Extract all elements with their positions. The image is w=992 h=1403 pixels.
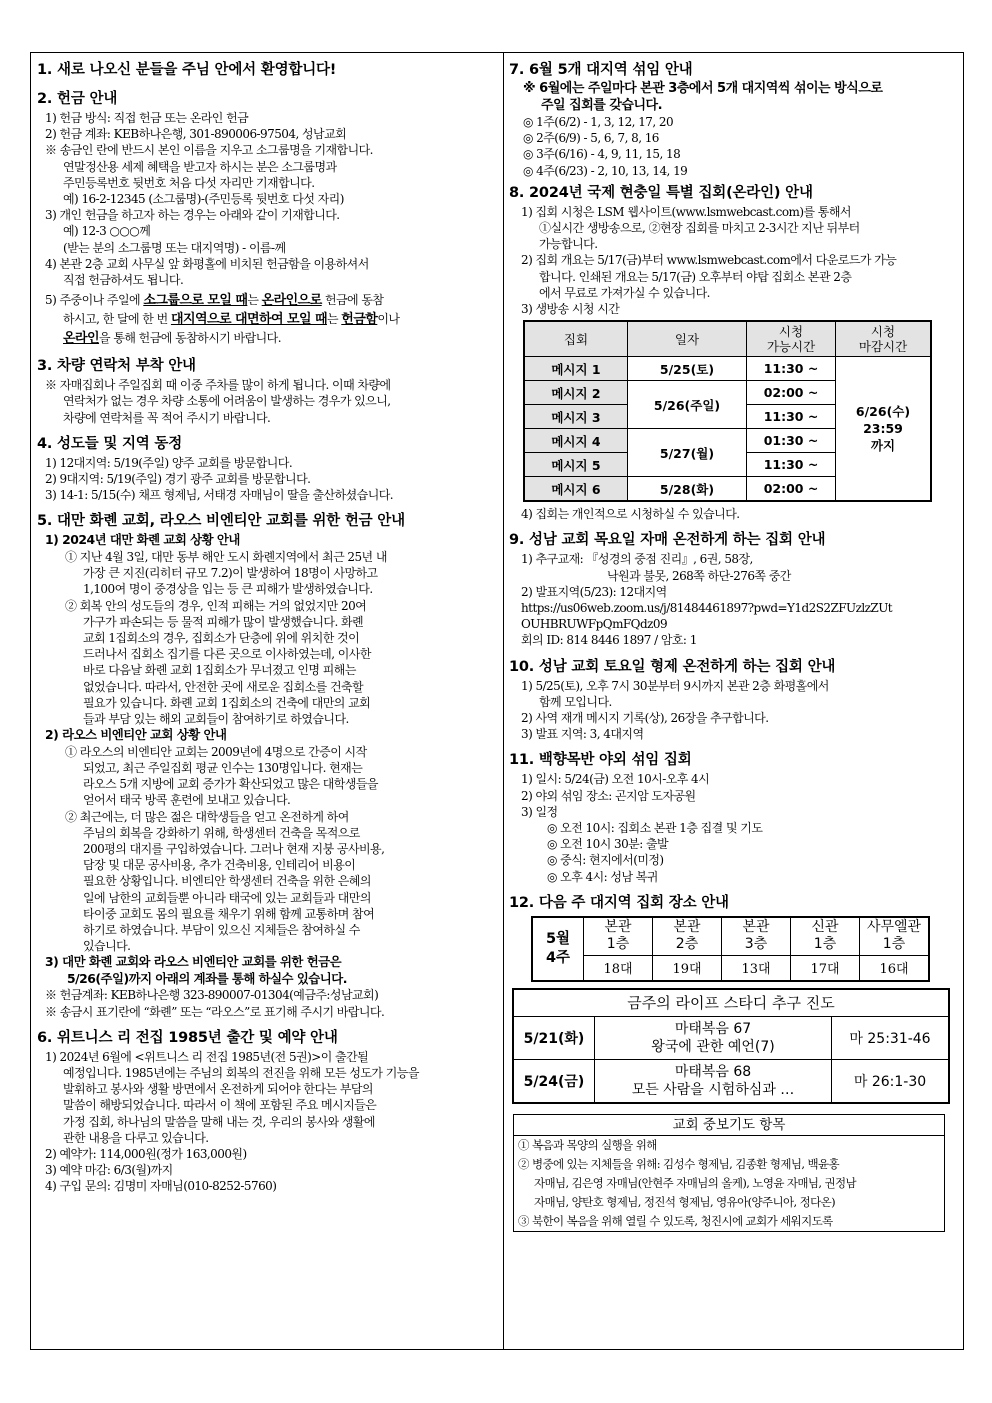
- parking-note: ※ 자매집회나 주일집회 때 이중 주차를 많이 하게 됩니다. 이때 차량에: [45, 378, 391, 393]
- laos-para: 얻어서 태국 방콕 훈련에 보내고 있습니다.: [83, 793, 291, 808]
- conference-info: 1) 집회 시청은 LSM 웹사이트(www.lsmwebcast.com)를 통해서: [521, 204, 851, 219]
- outing-schedule: ◎ 오후 4시: 성남 복귀: [547, 869, 658, 884]
- hualien-para: 바로 다음날 화롄 교회 1집회소가 무너졌고 인명 피해는: [83, 663, 356, 678]
- overseas-note: ※ 송금시 표기란에 “화롄” 또는 “라오스”로 표기해 주시기 바랍니다.: [45, 1004, 385, 1019]
- presenting-district: 2) 발표지역(5/23): 12대지역: [521, 584, 667, 599]
- laos-para: 라오스 5개 지방에 교회 증가가 확산되었고 많은 대학생들을: [83, 777, 378, 792]
- book-info: 1) 2024년 6월에 <위트니스 리 전집 1985년(전 5권)>이 출간될: [45, 1049, 369, 1064]
- outing-info: 3) 일정: [521, 804, 558, 819]
- hualien-para: ② 회복 안의 성도들의 경우, 인적 피해는 거의 없었지만 20여: [65, 598, 367, 613]
- brothers-meeting: 2) 사역 재개 메시지 기록(상), 26장을 추구합니다.: [521, 711, 769, 726]
- hualien-para: 드러나서 집회소 집기를 다른 곳으로 이사하였는데, 이사한: [83, 647, 371, 662]
- hualien-para: 1,100여 명이 중경상을 입는 등 큰 피해가 발생하였습니다.: [83, 582, 373, 597]
- conference-outline: 에서 무료로 가져가실 수 있습니다.: [539, 285, 710, 300]
- outing-schedule: ◎ 중식: 현지에서(미정): [547, 853, 664, 868]
- col-available: 시청 가능시간: [747, 321, 836, 357]
- section-6-title: 6. 위트니스 리 전집 1985년 출간 및 예약 안내: [37, 1029, 338, 1046]
- section-3-title: 3. 차량 연락처 부착 안내: [37, 358, 196, 375]
- brothers-meeting: 1) 5/25(토), 오후 7시 30분부터 9시까지 본관 2층 화평홀에서: [521, 678, 829, 693]
- zoom-link[interactable]: OUHBRUWFpQmFQdz09: [521, 617, 668, 632]
- laos-para: 되었고, 최근 주일집회 평균 인수는 130명입니다. 현재는: [83, 760, 363, 775]
- week-label: 5월 4주: [532, 917, 584, 981]
- prayer-item: 자매님, 양탄호 형제님, 정진석 형제님, 영유아(양주니아, 정다온): [534, 1194, 836, 1209]
- table-row: 5/21(화) 마태복음 67 왕국에 관한 예언(7) 마 25:31-46: [513, 1016, 949, 1059]
- offering-online-line: 온라인을 통해 헌금에 동참하시기 바랍니다.: [63, 331, 281, 347]
- section-7-title: 7. 6월 5개 대지역 섞임 안내: [509, 62, 693, 78]
- study-material: 낙원과 불못, 268쪽 하단-276쪽 중간: [607, 568, 791, 583]
- laos-para: 있습니다.: [83, 939, 131, 954]
- section-2-title: 2. 헌금 안내: [37, 91, 118, 107]
- life-study-table: [512, 988, 950, 1104]
- news-item: 2) 9대지역: 5/19(주일) 경기 광주 교회를 방문합니다.: [45, 472, 311, 487]
- hualien-para: ① 지난 4월 3일, 대만 동부 해안 도시 화롄지역에서 최근 25년 내: [65, 549, 387, 564]
- laos-para: 200평의 대지를 구입하였습니다. 그러나 현재 지붕 공사비용,: [83, 841, 385, 856]
- book-info: 관한 내용을 다루고 있습니다.: [63, 1130, 209, 1145]
- parking-note-line: 연락처가 없는 경우 차량 소통에 어려움이 발생하는 경우가 있으니,: [63, 394, 391, 409]
- mixing-week: ◎ 2주(6/9) - 5, 6, 7, 8, 16: [523, 131, 659, 146]
- deadline-cell: 6/26(수) 23:59 까지: [836, 357, 932, 502]
- offering-online-line: 하시고, 한 달에 한 번 대지역으로 대면하여 모일 때는 헌금함이나: [63, 312, 400, 328]
- section-10-title: 10. 성남 교회 토요일 형제 온전하게 하는 집회 안내: [509, 658, 836, 675]
- schedule-label: 3) 생방송 시청 시간: [521, 302, 620, 317]
- col-date: 일자: [628, 321, 747, 357]
- laos-para: 하기로 하였습니다. 부담이 있으신 지체들은 참여하실 수: [83, 922, 360, 937]
- laos-para: 필요한 상황입니다. 비엔티안 학생센터 건축을 위한 은혜의: [83, 874, 371, 889]
- section-9-title: 9. 성남 교회 목요일 자매 온전하게 하는 집회 안내: [509, 532, 826, 549]
- conference-outline: 합니다. 인쇄된 개요는 5/17(금) 오후부터 야탑 집회소 본관 2층: [539, 269, 852, 284]
- outing-schedule: ◎ 오전 10시 30분: 출발: [547, 837, 669, 852]
- table-row: 메시지 1 5/25(토) 11:30 ~ 6/26(수) 23:59 까지: [524, 357, 931, 381]
- table-row: 메시지 5 11:30 ~: [524, 453, 931, 477]
- conference-info: 가능합니다.: [539, 237, 598, 252]
- book-contact: 4) 구입 문의: 김명미 자매님(010-8252-5760): [45, 1179, 277, 1194]
- mixing-week: ◎ 3주(6/16) - 4, 9, 11, 15, 18: [523, 147, 681, 162]
- table-row: 메시지 6 5/28(화) 02:00 ~: [524, 477, 931, 502]
- mixing-note: ※ 6월에는 주일마다 본관 3층에서 5개 대지역씩 섞이는 방식으로: [523, 81, 883, 96]
- section-11-title: 11. 백향목반 야외 섞임 집회: [509, 752, 692, 769]
- book-price: 2) 예약가: 114,000원(정가 163,000원): [45, 1146, 247, 1161]
- offering-account: 2) 헌금 계좌: KEB하나은행, 301-890006-97504, 성남교회: [45, 127, 347, 142]
- book-info: 예정입니다. 1985년에는 주님의 회복의 전진을 위해 모든 성도가 기능을: [63, 1065, 419, 1080]
- offering-note-line: 연말정산용 세제 혜택을 받고자 하시는 분은 소그룹명과: [63, 159, 337, 174]
- bulletin-page: [30, 52, 964, 1350]
- right-column: [509, 59, 957, 1232]
- section-1-title: 1. 새로 나오신 분들을 주님 안에서 환영합니다!: [37, 62, 337, 78]
- laos-para: ① 라오스의 비엔티안 교회는 2009년에 4명으로 간증이 시작: [65, 744, 367, 759]
- livestream-schedule-table: [523, 320, 932, 502]
- hualien-para: 가장 큰 지진(리히터 규모 7.2)이 발생하여 18명이 사망하고: [83, 566, 378, 581]
- table-row: 메시지 2 5/26(주일) 02:00 ~: [524, 381, 931, 405]
- section-5-title: 5. 대만 화롄 교회, 라오스 비엔티안 교회를 위한 헌금 안내: [37, 513, 405, 530]
- life-study-title: 금주의 라이프 스타디 추구 진도: [513, 989, 949, 1017]
- prayer-item: 자매님, 김은영 자매님(안현주 자매님의 올케), 노영윤 자매님, 권정남: [534, 1175, 857, 1190]
- table-row: 메시지 3 11:30 ~: [524, 405, 931, 429]
- laos-para: 담장 및 대문 공사비용, 추가 건축비용, 인테리어 비용이: [83, 858, 356, 873]
- prayer-title: 교회 중보기도 항목: [514, 1115, 944, 1136]
- zoom-link[interactable]: https://us06web.zoom.us/j/81484461897?pwd=Y1d2S2ZFUzlzZUt: [521, 601, 893, 616]
- prayer-item: ③ 북한이 복음을 위해 열릴 수 있도록, 청진시에 교회가 세워지도록: [518, 1213, 833, 1228]
- book-info: 발휘하고 봉사와 생활 방면에서 온전하게 되어야 한다는 부담의: [63, 1082, 373, 1097]
- section-12-title: 12. 다음 주 대지역 집회 장소 안내: [509, 894, 729, 911]
- table-row: 5/24(금) 마태복음 68 모든 사람을 시험하심과 … 마 26:1-30: [513, 1059, 949, 1103]
- col-meeting: 집회: [524, 321, 628, 357]
- col-deadline: 시청 마감시간: [836, 321, 932, 357]
- offering-box: 4) 본관 2층 교회 사무실 앞 화평홀에 비치된 헌금함을 이용하셔서: [45, 256, 369, 271]
- conference-info: ①실시간 생방송으로, ②현장 집회를 마치고 2-3시간 지난 뒤부터: [539, 221, 860, 236]
- hualien-para: 가구가 파손되는 등 물적 피해가 많이 발생했습니다. 화롄: [83, 614, 364, 629]
- personal-offering: 3) 개인 헌금을 하고자 하는 경우는 아래와 같이 기재합니다.: [45, 208, 340, 223]
- brothers-meeting: 3) 발표 지역: 3, 4대지역: [521, 727, 644, 742]
- mixing-note: 주일 집회를 갖습니다.: [541, 97, 663, 113]
- column-divider: [503, 53, 504, 1349]
- prayer-box: [513, 1114, 945, 1232]
- offering-online-line: 5) 주중이나 주일에 소그룹으로 모일 때는 온라인으로 헌금에 동참: [45, 293, 384, 309]
- section-8-title: 8. 2024년 국제 현충일 특별 집회(온라인) 안내: [509, 184, 813, 201]
- hualien-para: 필요가 있습니다. 화롄 교회 1집회소의 건축에 대만의 교회: [83, 695, 371, 710]
- personal-offering-example: 예) 12-3 ○○○께: [63, 224, 151, 239]
- district-location-table: 5월 4주 본관 1층 본관 2층 본관 3층 신관 1층 사무엘관 1층 18대 19대 13대 17대 16대: [531, 916, 930, 982]
- hualien-para: 없었습니다. 따라서, 안전한 곳에 새로운 집회소를 건축할: [83, 679, 364, 694]
- brothers-meeting: 함께 모입니다.: [539, 694, 612, 709]
- conference-outline: 2) 집회 개요는 5/17(금)부터 www.lsmwebcast.com에서 다운로드가 가능: [521, 253, 897, 268]
- laos-para: 일에 남한의 교회들뿐 아니라 태국에 있는 교회들과 대만의: [83, 890, 371, 905]
- offering-method: 1) 헌금 방식: 직접 헌금 또는 온라인 헌금: [45, 111, 249, 125]
- book-info: 가정 집회, 하나님의 말씀을 말해 내는 것, 우리의 봉사와 생활에: [63, 1114, 375, 1129]
- section-4-title: 4. 성도들 및 지역 동정: [37, 435, 183, 452]
- offering-box-line: 직접 헌금하셔도 됩니다.: [63, 273, 184, 288]
- offering-deadline: 3) 대만 화롄 교회와 라오스 비엔티안 교회를 위한 헌금은: [45, 954, 342, 970]
- hualien-para: 들과 부담 있는 해외 교회들이 참여하기로 하였습니다.: [83, 711, 349, 726]
- laos-para: ② 최근에는, 더 많은 젊은 대학생들을 얻고 온전하게 하여: [65, 809, 349, 824]
- outing-info: 1) 일시: 5/24(금) 오전 10시-오후 4시: [521, 772, 710, 787]
- offering-note: ※ 송금인 란에 반드시 본인 이름을 지우고 소그룹명을 기재합니다.: [45, 143, 373, 158]
- offering-example: 예) 16-2-12345 (소그룹명)-(주민등록 뒷번호 다섯 자리): [63, 192, 344, 207]
- parking-note-line: 차량에 연락처를 꼭 적어 주시기 바랍니다.: [63, 410, 271, 425]
- personal-offering-format: (받는 분의 소그룹명 또는 대지역명) - 이름-께: [63, 240, 286, 255]
- prayer-item: ① 복음과 목양의 실행을 위해: [518, 1137, 657, 1152]
- news-item: 3) 14-1: 5/15(수) 채프 형제님, 서태경 자매님이 딸을 출산하셨습니다.: [45, 488, 394, 503]
- book-info: 말씀이 해방되었습니다. 따라서 이 책에 포함된 주요 메시지들은: [63, 1098, 377, 1113]
- offering-deadline: 5/26(주일)까지 아래의 계좌를 통해 하실수 있습니다.: [67, 970, 347, 986]
- overseas-account: ※ 헌금계좌: KEB하나은행 323-890007-01304(예금주:성남교회): [45, 988, 379, 1003]
- offering-note-line: 주민등록번호 뒷번호 처음 다섯 자리만 기재합니다.: [63, 175, 315, 190]
- laos-subtitle: 2) 라오스 비엔티안 교회 상황 안내: [45, 727, 227, 743]
- mixing-week: ◎ 4주(6/23) - 2, 10, 13, 14, 19: [523, 163, 688, 178]
- hualien-para: 교회 1집회소의 경우, 집회소가 단층에 위에 위치한 것이: [83, 630, 360, 645]
- left-column: [37, 59, 495, 1195]
- hualien-subtitle: 1) 2024년 대만 화롄 교회 상황 안내: [45, 532, 240, 548]
- laos-para: 타이중 교회도 몸의 필요를 채우기 위해 함께 교통하며 참여: [83, 906, 375, 921]
- outing-info: 2) 야외 섞임 장소: 곤지암 도자공원: [521, 788, 696, 803]
- study-material: 1) 추구교재: 『성경의 중점 진리』, 6권, 58장,: [521, 552, 753, 567]
- outing-schedule: ◎ 오전 10시: 집회소 본관 1층 집결 및 기도: [547, 821, 763, 836]
- laos-para: 주님의 회복을 강화하기 위해, 학생센터 건축을 목적으로: [83, 825, 360, 840]
- zoom-meeting-id: 회의 ID: 814 8446 1897 / 암호: 1: [521, 633, 697, 648]
- table-row: 메시지 4 5/27(월) 01:30 ~: [524, 429, 931, 453]
- viewing-note: 4) 집회는 개인적으로 시청하실 수 있습니다.: [521, 507, 740, 522]
- news-item: 1) 12대지역: 5/19(주일) 양주 교회를 방문합니다.: [45, 455, 293, 470]
- prayer-item: ② 병중에 있는 지체들을 위해: 김성수 형제님, 김종환 형제님, 백윤홍: [518, 1156, 840, 1171]
- mixing-week: ◎ 1주(6/2) - 1, 3, 12, 17, 20: [523, 115, 674, 129]
- book-deadline: 3) 예약 마감: 6/3(월)까지: [45, 1163, 173, 1178]
